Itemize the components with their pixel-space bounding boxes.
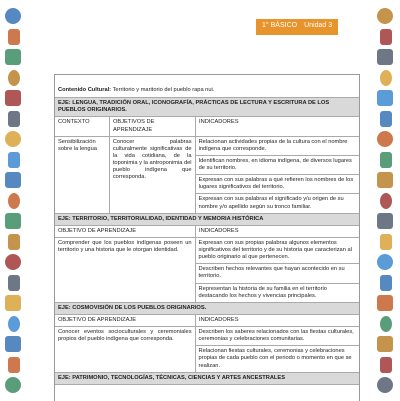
table-row	[55, 238, 359, 303]
column-header: CONTEXTO	[58, 119, 90, 126]
eje-heading: EJE: TERRITORIO, TERRITORIALIDAD, IDENTIDAD Y MEMORIA HISTÓRICA	[55, 214, 359, 226]
objetivo-cell: Conocer palabras culturalmente significativas de la vida cotidiana, de la toponimia y la antroponimia del pueblo indígena que corresponda.	[109, 137, 195, 213]
motif-icon	[5, 90, 21, 106]
motif-icon	[377, 49, 393, 65]
indicadores-cell	[195, 238, 359, 302]
column-header: INDICADORES	[195, 117, 359, 135]
table-row	[55, 137, 359, 214]
motif-icon	[8, 193, 20, 209]
motif-icon	[380, 193, 392, 209]
motif-icon	[5, 377, 21, 393]
motif-icon	[8, 70, 20, 86]
indicador-item: Relacionan fiestas culturales, ceremonias y celebraciones propias de cada pueblo con el periodo o momento en que se realizan.	[198, 348, 352, 369]
motif-icon	[377, 90, 393, 106]
motif-icon	[5, 131, 21, 147]
motif-icon	[5, 336, 21, 352]
motif-icon	[8, 111, 20, 127]
column-header: OBJETIVO DE APRENDIZAJE	[58, 316, 137, 323]
table-row	[55, 327, 359, 373]
column-header: INDICADORES	[195, 226, 359, 237]
indicador-item: Expresan con sus palabras el significado y/u origen de su nombre y/o apellido según su tronco familiar.	[198, 196, 344, 210]
motif-icon	[8, 234, 20, 250]
column-header-row	[55, 315, 359, 327]
grade-label: 1° BÁSICO	[256, 19, 301, 35]
motif-icon	[8, 29, 20, 45]
column-header: OBJETIVO DE APRENDIZAJE	[58, 227, 137, 234]
indicador-item: Describen los saberes relacionados con las fiestas culturales, ceremonias y celebraciones comunitarias.	[196, 327, 359, 346]
content-title	[55, 75, 359, 98]
motif-icon	[380, 29, 392, 45]
motif-icon	[5, 8, 21, 24]
indicador-item: Relacionan actividades propias de la cultura con el nombre indígena que corresponde.	[196, 137, 359, 156]
title-label: Contenido Cultural:	[58, 87, 112, 93]
motif-icon	[377, 254, 393, 270]
indicador-item: Describen hechos relevantes que hayan acontecido en su territorio.	[196, 264, 359, 283]
motif-icon	[380, 234, 392, 250]
grade-unit-badge	[256, 19, 338, 35]
column-header: OBJETIVOS DE APRENDIZAJE	[109, 117, 195, 135]
motif-icon	[377, 8, 393, 24]
right-decorative-border	[372, 0, 400, 400]
indicador-item: Representan la historia de su familia en el territorio destacando los hechos y vivencias principales.	[198, 285, 327, 299]
motif-icon	[380, 357, 392, 373]
motif-icon	[5, 295, 21, 311]
motif-icon	[5, 49, 21, 65]
motif-icon	[377, 336, 393, 352]
motif-icon	[5, 213, 21, 229]
unit-label: Unidad 3	[301, 19, 338, 35]
motif-icon	[380, 275, 392, 291]
motif-icon	[8, 275, 20, 291]
left-decorative-border	[0, 0, 28, 400]
motif-icon	[377, 172, 393, 188]
indicador-item: Identifican nombres, en idioma indígena, de diversos lugares de su territorio.	[196, 156, 359, 175]
column-header-row	[55, 117, 359, 136]
motif-icon	[377, 377, 393, 393]
motif-icon	[380, 152, 392, 168]
column-header-row	[55, 226, 359, 238]
objetivo-cell: Conocer eventos socioculturales y ceremoniales propios del pueblo indígena que corresponda.	[58, 329, 192, 343]
eje-heading: EJE: COSMOVISIÓN DE LOS PUEBLOS ORIGINARIOS.	[55, 303, 359, 315]
title-value: Territorio y maritorio del pueblo rapa nui.	[112, 87, 215, 93]
motif-icon	[377, 295, 393, 311]
motif-icon	[377, 213, 393, 229]
indicador-item: Expresan con sus palabras a qué refieren los nombres de los lugares significativos del territorio.	[196, 175, 359, 194]
motif-icon	[380, 111, 392, 127]
column-header: INDICADORES	[195, 315, 359, 326]
motif-icon	[380, 70, 392, 86]
indicador-item: Expresan con sus propias palabras algunos elementos significativos del territorio y de su historia que caracterizan al pueblo originario al que pertenecen.	[196, 238, 359, 264]
eje-heading: EJE: LENGUA, TRADICIÓN ORAL, ICONOGRAFÍA, PRÁCTICAS DE LECTURA Y ESCRITURA DE LOS PUEBLOS ORIGINARIOS.	[55, 98, 359, 117]
motif-icon	[5, 172, 21, 188]
motif-icon	[8, 357, 20, 373]
motif-icon	[5, 254, 21, 270]
curriculum-table	[54, 74, 360, 401]
motif-icon	[377, 131, 393, 147]
eje-heading: EJE: PATRIMONIO, TECNOLOGÍAS, TÉCNICAS, CIENCIAS Y ARTES ANCESTRALES	[55, 373, 359, 385]
motif-icon	[8, 152, 20, 168]
indicadores-cell	[195, 137, 359, 213]
objetivo-cell: Comprender que los pueblos indígenas poseen un territorio y una historia que le otorgan identidad.	[58, 239, 192, 253]
motif-icon	[8, 316, 20, 332]
motif-icon	[380, 316, 392, 332]
contexto-cell: Sensibilización sobre la lengua	[58, 138, 97, 152]
indicadores-cell	[195, 327, 359, 372]
